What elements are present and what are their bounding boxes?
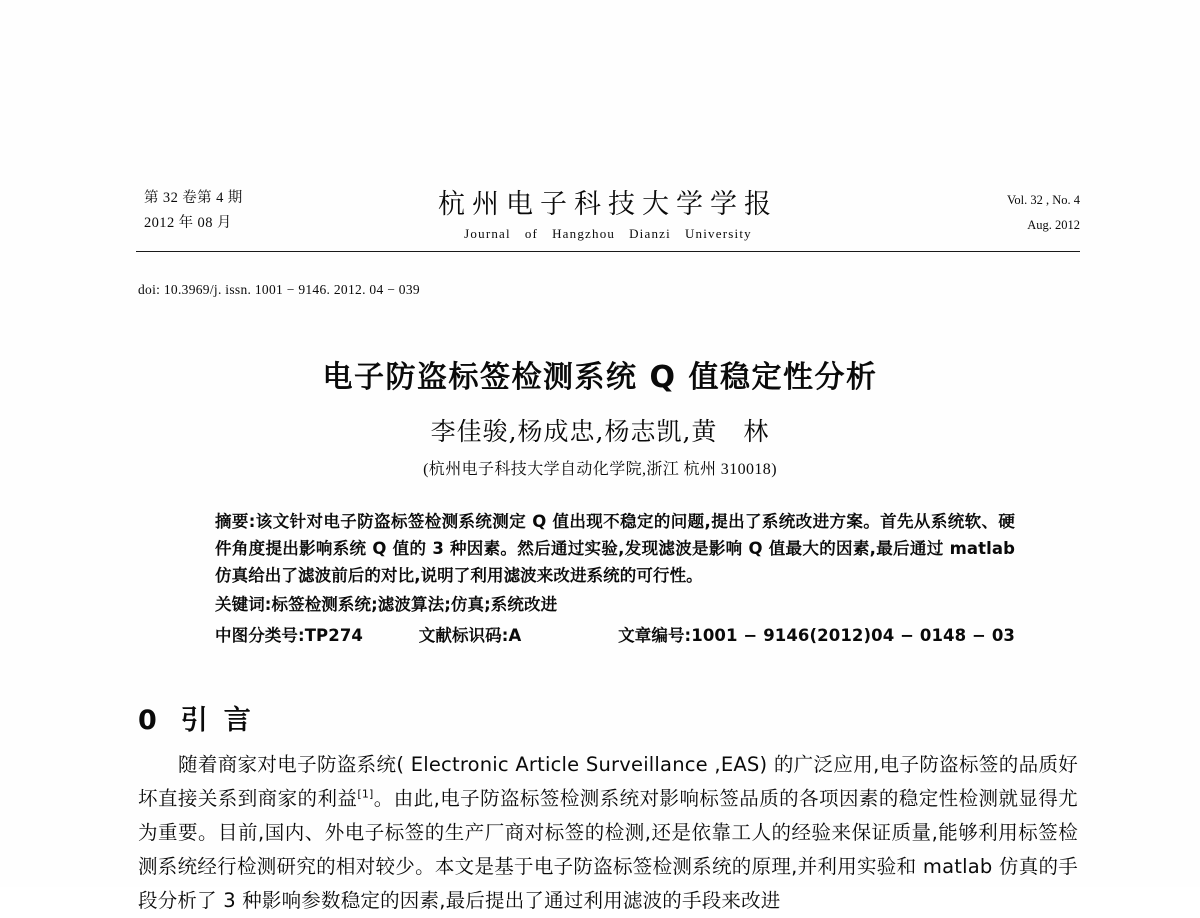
journal-en-word-0: Journal xyxy=(464,226,511,241)
publication-date-cn: 2012 年 08 月 xyxy=(144,215,232,231)
citation-marker-1: [1] xyxy=(357,787,374,801)
journal-en-word-2: Hangzhou xyxy=(552,226,616,241)
volume-issue-cn: 第 32 卷第 4 期 xyxy=(144,190,243,206)
masthead-divider xyxy=(136,251,1080,252)
journal-title-cn: 杭州电子科技大学学报 xyxy=(438,189,778,220)
volume-issue-en: Vol. 32 , No. 4 xyxy=(1006,193,1080,207)
section-heading-introduction xyxy=(138,698,253,737)
body-paragraph xyxy=(138,748,1078,918)
publication-date-en: Aug. 2012 xyxy=(1027,218,1080,232)
masthead-center xyxy=(136,182,1080,242)
keywords-line xyxy=(215,591,1015,618)
journal-title-en xyxy=(136,226,1080,242)
journal-en-word-4: University xyxy=(684,226,752,241)
journal-en-word-1: of xyxy=(524,226,539,241)
section-number: 0 xyxy=(138,705,159,736)
page-title: 电子防盗标签检测系统 Q 值稳定性分析 xyxy=(322,360,878,395)
affiliation: (杭州电子科技大学自动化学院,浙江 杭州 310018) xyxy=(423,461,777,478)
abstract-text: 该文针对电子防盗标签检测系统测定 Q 值出现不稳定的问题,提出了系统改进方案。首先从系统软、硬件角度提出影响系统 Q 值的 3 种因素。然后通过实验,发现滤波是影响 Q 值最大的因素,最后通过 matlab 仿真给出了滤波前后的对比,说明了利用滤波来改进系统的可行性。 xyxy=(215,512,1016,585)
keywords-text: 标签检测系统;滤波算法;仿真;系统改进 xyxy=(271,595,558,614)
keywords-label: 关键词: xyxy=(215,595,272,614)
author-list: 李佳骏,杨成忠,杨志凯,黄 林 xyxy=(430,417,770,446)
abstract-block xyxy=(215,508,1015,649)
clc-number: 中图分类号:TP274 xyxy=(215,626,363,645)
section-title-char-2: 言 xyxy=(223,705,253,736)
masthead-right xyxy=(1007,188,1080,238)
article-id: 文章编号:1001 − 9146(2012)04 − 0148 − 03 xyxy=(618,626,1015,645)
body-text-part-1: 随着商家对电子防盗系统( Electronic Article Surveillance ,EAS) 的广泛应用,电子防盗标签的品质好坏直接关系到商家的利益 xyxy=(138,753,1078,810)
classification-line xyxy=(215,622,1015,649)
journal-en-word-3: Dianzi xyxy=(629,226,671,241)
doi-line: doi: 10.3969/j. issn. 1001 − 9146. 2012. 04 − 039 xyxy=(138,282,420,297)
abstract-paragraph xyxy=(215,508,1015,589)
section-title-char-1: 引 xyxy=(180,705,210,736)
body-text-part-2: 。由此,电子防盗标签检测系统对影响标签品质的各项因素的稳定性检测就显得尤为重要。目前,国内、外电子标签的生产厂商对标签的检测,还是依靠工人的经验来保证质量,能够利用标签检测系统经行检测研究的相对较少。本文是基于电子防盗标签检测系统的原理,并利用实验和 matlab 仿真的手段分析了 3 种影响参数稳定的因素,最后提出了通过利用滤波的手段来改进 xyxy=(138,787,1078,912)
abstract-label: 摘要: xyxy=(215,512,256,531)
masthead xyxy=(136,186,1080,244)
document-code: 文献标识码:A xyxy=(418,626,522,645)
